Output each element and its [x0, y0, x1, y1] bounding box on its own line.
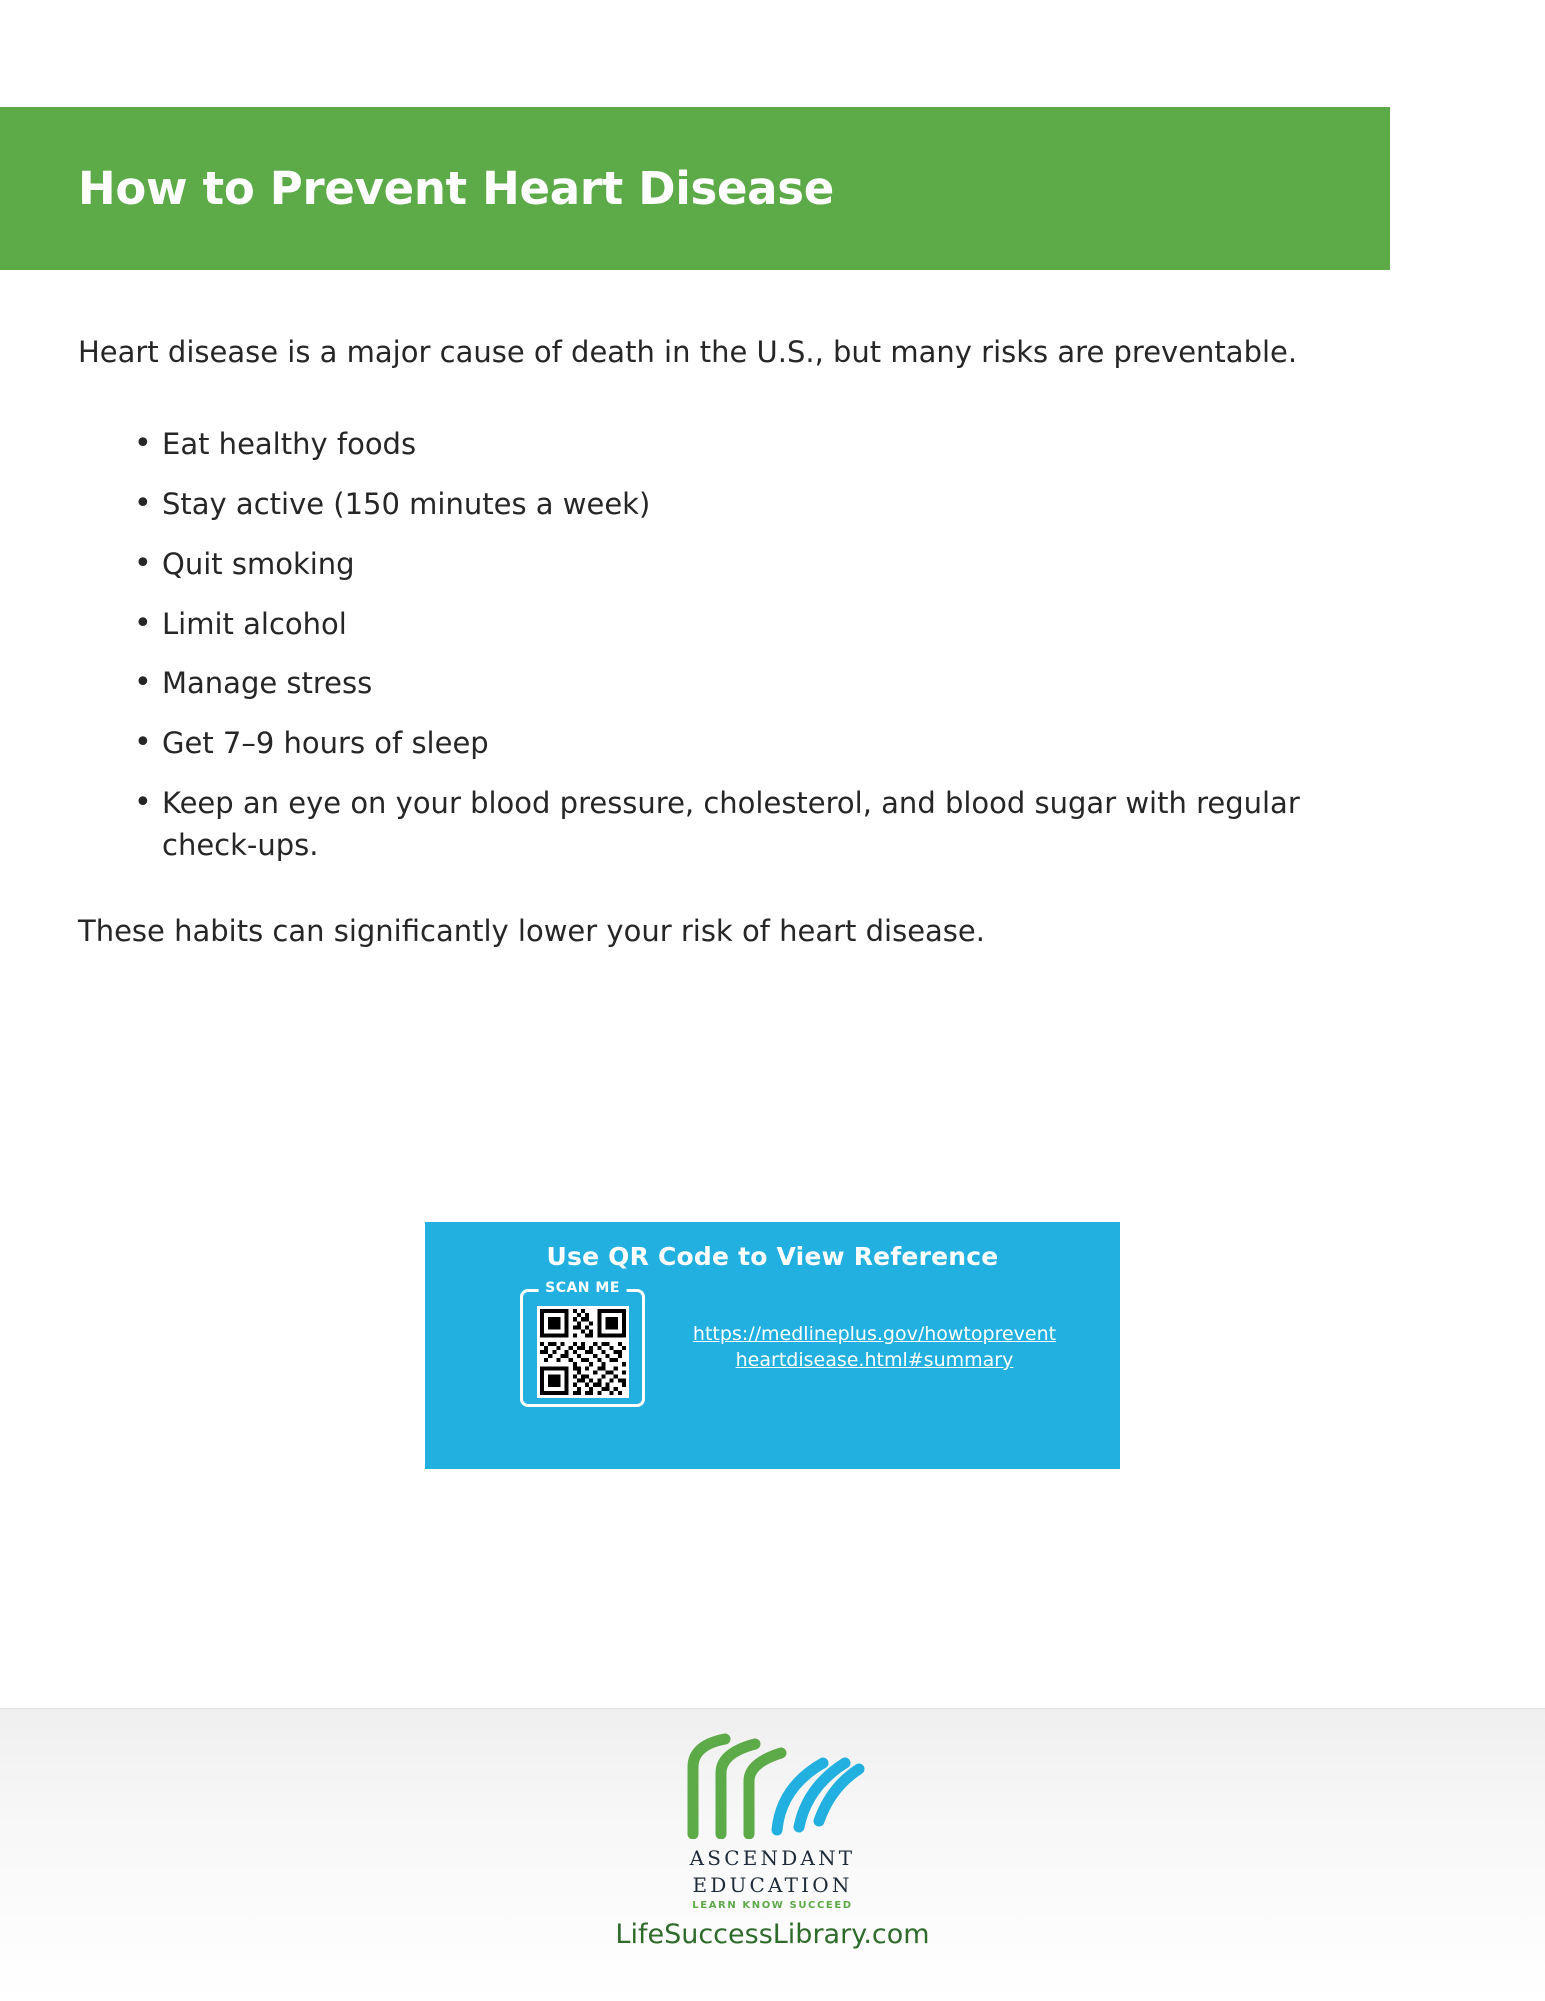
brand-logo: [653, 1729, 893, 1911]
list-item: • Limit alcohol: [134, 604, 1362, 646]
article-body: [78, 330, 1378, 954]
intro-paragraph: Heart disease is a major cause of death in the U.S., but many risks are preventable.: [78, 335, 1298, 369]
list-item: • Get 7–9 hours of sleep: [134, 723, 1362, 765]
prevention-tips-list: [78, 424, 1378, 866]
logo-name-line-2: EDUCATION: [692, 1873, 853, 1897]
site-url[interactable]: LifeSuccessLibrary.com: [615, 1919, 930, 1950]
page-title: How to Prevent Heart Disease: [78, 162, 834, 215]
ascendant-logo-icon: [673, 1729, 873, 1839]
list-item: • Quit smoking: [134, 544, 1362, 586]
qr-code-frame[interactable]: [520, 1280, 645, 1407]
list-item: • Manage stress: [134, 663, 1362, 705]
qr-reference-panel: [425, 1222, 1120, 1469]
list-item: • Stay active (150 minutes a week): [134, 484, 1362, 526]
qr-code-icon[interactable]: [537, 1306, 629, 1398]
logo-name-line-1: ASCENDANT: [689, 1846, 856, 1870]
page-footer: [0, 1708, 1545, 2001]
list-item: • Eat healthy foods: [134, 424, 1362, 466]
list-item: • Keep an eye on your blood pressure, cholesterol, and blood sugar with regular check-ups.: [134, 783, 1362, 867]
page-header-banner: [0, 107, 1390, 270]
closing-paragraph: These habits can significantly lower your risk of heart disease.: [78, 914, 985, 949]
reference-link[interactable]: https://medlineplus.gov/howtopreventheartdisease.html#summary: [692, 1323, 1057, 1371]
scan-me-label: SCAN ME: [538, 1280, 627, 1296]
qr-panel-row: [425, 1280, 1120, 1407]
qr-panel-title: Use QR Code to View Reference: [546, 1242, 999, 1271]
logo-tagline: LEARN KNOW SUCCEED: [692, 1900, 853, 1911]
